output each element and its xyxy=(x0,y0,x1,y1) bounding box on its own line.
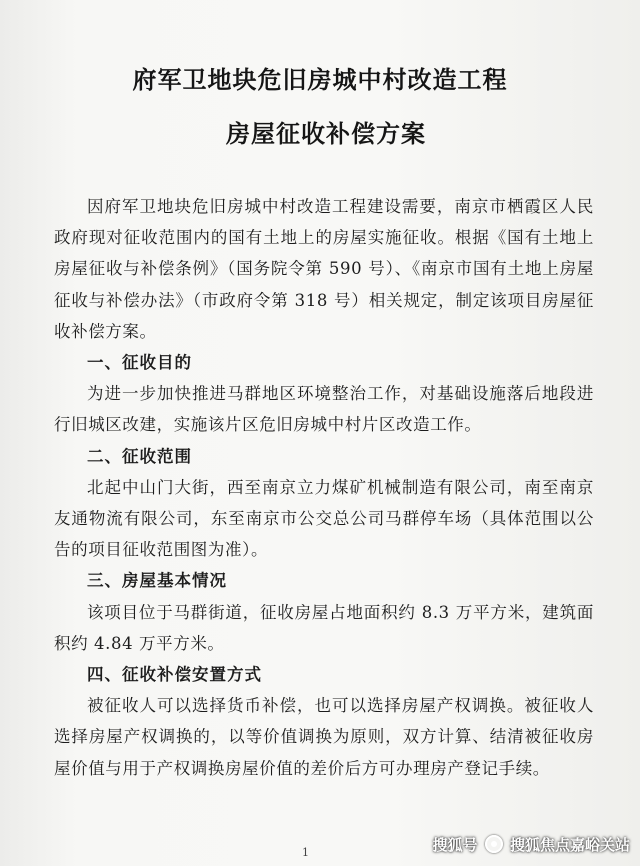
section-heading-housing: 三、房屋基本情况 xyxy=(87,571,227,591)
watermark-suffix: 搜狐焦点嘉峪关站 xyxy=(509,836,630,854)
watermark xyxy=(433,834,631,855)
page-number: 1 xyxy=(302,846,309,859)
intro-paragraph: 因府军卫地块危旧房城中村改造工程建设需要，南京市栖霞区人民政府现对征收范围内的国有土地上的房屋实施征收。根据《国有土地上房屋征收与补偿条例》（国务院令第 590 号）、《南京市国有土地上房屋征收与补偿办法》（市政府令第 318 号）相关规定，制定该项目房屋征收补偿方案。 xyxy=(54,197,594,341)
section-heading-scope: 二、征收范围 xyxy=(87,446,192,466)
sohu-logo-icon xyxy=(485,835,503,853)
document-body xyxy=(54,191,594,784)
section-text-purpose: 为进一步加快推进马群地区环境整治工作，对基础设施落后地段进行旧城区改建，实施该片区危旧房城中村片区改造工作。 xyxy=(54,384,594,435)
section-heading-purpose: 一、征收目的 xyxy=(87,353,192,373)
document-title-line1: 府军卫地块危旧房城中村改造工程 xyxy=(132,65,508,94)
document-title-line2: 房屋征收补偿方案 xyxy=(226,119,426,148)
section-text-housing: 该项目位于马群街道，征收房屋占地面积约 8.3 万平方米，建筑面积约 4.84 万平方米。 xyxy=(54,602,594,653)
section-heading-compensation: 四、征收补偿安置方式 xyxy=(87,665,262,685)
watermark-prefix: 搜狐号 xyxy=(432,836,478,854)
section-text-compensation: 被征收人可以选择货币补偿，也可以选择房屋产权调换。被征收人选择房屋产权调换的，以等价值调换为原则，双方计算、结清被征收房屋价值与用于产权调换房屋价值的差价后方可办理房产登记手续。 xyxy=(54,696,594,778)
section-text-scope: 北起中山门大街，西至南京立力煤矿机械制造有限公司，南至南京友通物流有限公司，东至南京市公交总公司马群停车场（具体范围以公告的项目征收范围图为准）。 xyxy=(54,477,594,560)
